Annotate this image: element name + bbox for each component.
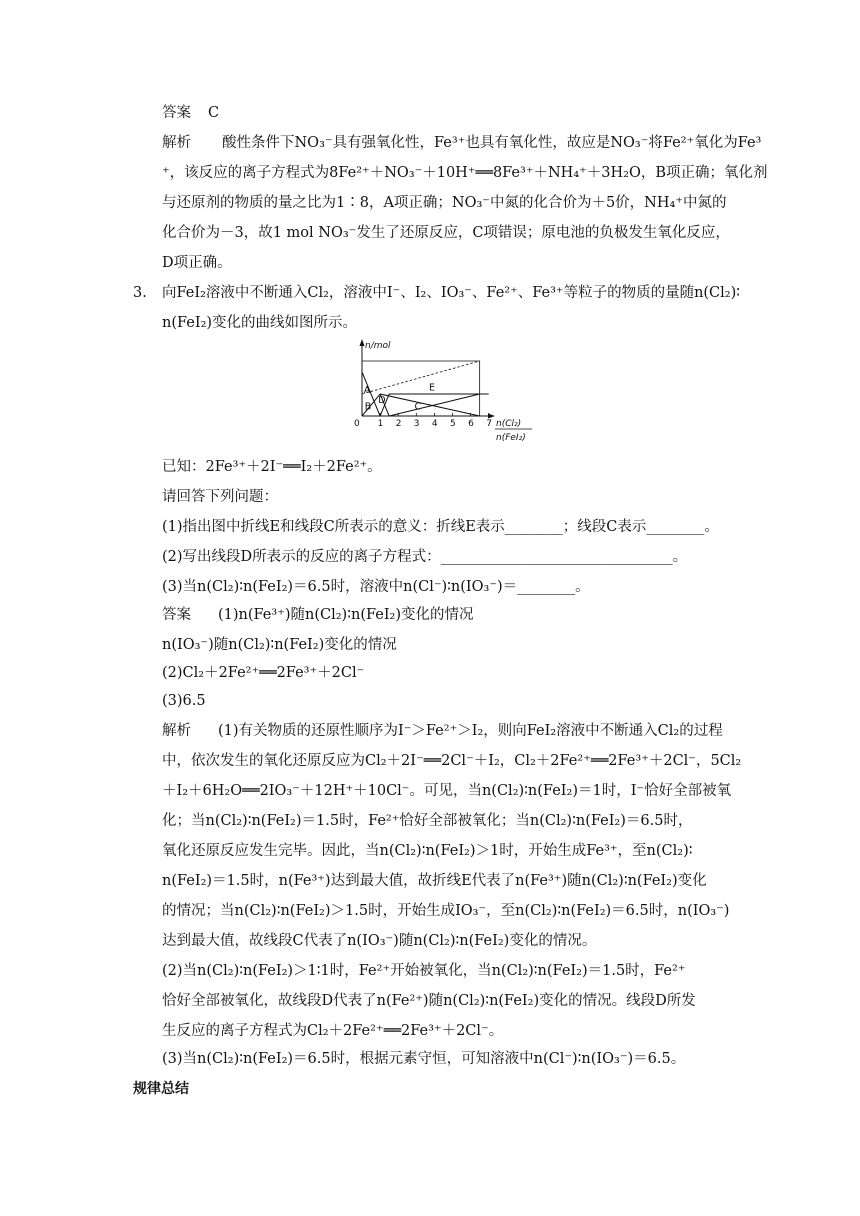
series-label-A: A <box>363 384 371 396</box>
answer-label: 答案 <box>162 607 191 623</box>
explanation-text: (1)有关物质的还原性顺序为I⁻＞Fe²⁺＞I₂，则向FeI₂溶液中不断通入Cl₂的过程 <box>218 723 723 739</box>
answer-label: 答案 <box>162 105 191 121</box>
x-tick-label: 1 <box>377 419 384 429</box>
answer-value: C <box>208 105 220 121</box>
answer-text: n(IO₃⁻)随n(Cl₂)∶n(FeI₂)变化的情况 <box>162 637 397 653</box>
y-axis-arrow <box>360 339 365 346</box>
explanation-text: ＋I₂＋6H₂O══2IO₃⁻＋12H⁺＋10Cl⁻。可见，当n(Cl₂)∶n(FeI₂)＝1时，I⁻恰好全部被氧 <box>162 783 732 799</box>
explanation-text: ⁺，该反应的离子方程式为8Fe²⁺＋NO₃⁻＋10H⁺══8Fe³⁺＋NH₄⁺＋3H₂O，B项正确；氧化剂 <box>162 165 768 181</box>
explanation-text: 化；当n(Cl₂)∶n(FeI₂)＝1.5时，Fe²⁺恰好全部被氧化；当n(Cl₂)∶n(FeI₂)＝6.5时， <box>162 813 693 829</box>
y-axis-label: n/mol <box>365 341 391 351</box>
explanation-text: 达到最大值，故线段C代表了n(IO₃⁻)随n(Cl₂)∶n(FeI₂)变化的情况。 <box>162 933 597 949</box>
explanation-text: 恰好全部被氧化，故线段D代表了n(Fe²⁺)随n(Cl₂)∶n(FeI₂)变化的情况。线段D所发 <box>162 993 696 1009</box>
answer-text: (1)n(Fe³⁺)随n(Cl₂)∶n(FeI₂)变化的情况 <box>218 607 474 623</box>
x-axis-label-denominator: n(FeI₂) <box>496 433 526 443</box>
answer-text: (2)Cl₂＋2Fe²⁺══2Fe³⁺＋2Cl⁻ <box>162 665 365 681</box>
sub-question-text: (3)当n(Cl₂)∶n(FeI₂)＝6.5时，溶液中n(Cl⁻)∶n(IO₃⁻)＝________。 <box>162 579 590 595</box>
series-label-D: D <box>378 394 386 406</box>
explanation-text: (2)当n(Cl₂)∶n(FeI₂)＞1∶1时，Fe²⁺开始被氧化，当n(Cl₂)∶n(FeI₂)＝1.5时，Fe²⁺ <box>162 963 686 979</box>
explanation-text: 化合价为－3，故1 mol NO₃⁻发生了还原反应，C项错误；原电池的负极发生氧化反应， <box>162 225 730 241</box>
x-tick-label: 3 <box>413 419 420 429</box>
explanation-text: 氧化还原反应发生完毕。因此，当n(Cl₂)∶n(FeI₂)＞1时，开始生成Fe³⁺，至n(Cl₂)∶ <box>162 843 693 859</box>
question-text: 向FeI₂溶液中不断通入Cl₂，溶液中I⁻、I₂、IO₃⁻、Fe²⁺、Fe³⁺等粒子的物质的量随n(Cl₂)∶ <box>162 285 741 301</box>
known-text: 已知：2Fe³⁺＋2I⁻══I₂＋2Fe²⁺。 <box>162 459 382 475</box>
series-label-B: B <box>364 401 372 413</box>
answer-text: (3)6.5 <box>162 693 206 709</box>
reference-dashed-line <box>362 361 480 394</box>
explanation-text: (3)当n(Cl₂)∶n(FeI₂)＝6.5时，根据元素守恒，可知溶液中n(Cl⁻)∶n(IO₃⁻)＝6.5。 <box>162 1051 686 1067</box>
x-tick-label: 4 <box>431 419 438 429</box>
section-heading: 规律总结 <box>133 1081 189 1097</box>
question-text: n(FeI₂)变化的曲线如图所示。 <box>162 315 358 331</box>
explanation-text: 生反应的离子方程式为Cl₂＋2Fe²⁺══2Fe³⁺＋2Cl⁻。 <box>162 1023 504 1039</box>
series-label-E: E <box>428 382 435 394</box>
sub-question-text: (2)写出线段D所表示的反应的离子方程式：________________________________。 <box>162 549 688 565</box>
explanation-label: 解析 <box>162 723 191 739</box>
prompt-text: 请回答下列问题： <box>162 489 278 505</box>
explanation-text: n(FeI₂)＝1.5时，n(Fe³⁺)达到最大值，故折线E代表了n(Fe³⁺)随n(Cl₂)∶n(FeI₂)变化 <box>162 873 707 889</box>
x-tick-label: 2 <box>395 419 402 429</box>
explanation-text: 中，依次发生的氧化还原反应为Cl₂＋2I⁻══2Cl⁻＋I₂，Cl₂＋2Fe²⁺══2Fe³⁺＋2Cl⁻，5Cl₂ <box>162 753 742 769</box>
question-number: 3. <box>133 285 147 301</box>
series-label-C: C <box>414 401 422 413</box>
explanation-text: 与还原剂的物质的量之比为1∶8，A项正确；NO₃⁻中氮的化合价为＋5价，NH₄⁺中氮的 <box>162 195 727 211</box>
explanation-text: 酸性条件下NO₃⁻具有强氧化性，Fe³⁺也具有氧化性，故应是NO₃⁻将Fe²⁺氧化为Fe³ <box>222 135 762 151</box>
explanation-text: D项正确。 <box>162 255 232 271</box>
x-tick-label: 5 <box>450 419 456 429</box>
x-tick-label: 7 <box>486 419 492 429</box>
chart-figure <box>350 338 540 450</box>
x-axis-label-numerator: n(Cl₂) <box>496 419 522 429</box>
explanation-label: 解析 <box>162 135 191 151</box>
x-tick-label: 6 <box>468 419 474 429</box>
explanation-text: 的情况；当n(Cl₂)∶n(FeI₂)＞1.5时，开始生成IO₃⁻，至n(Cl₂)∶n(FeI₂)＝6.5时，n(IO₃⁻) <box>162 903 730 919</box>
x-tick-label: 0 <box>354 419 360 429</box>
sub-question-text: (1)指出图中折线E和线段C所表示的意义：折线E表示________；线段C表示________。 <box>162 519 719 535</box>
